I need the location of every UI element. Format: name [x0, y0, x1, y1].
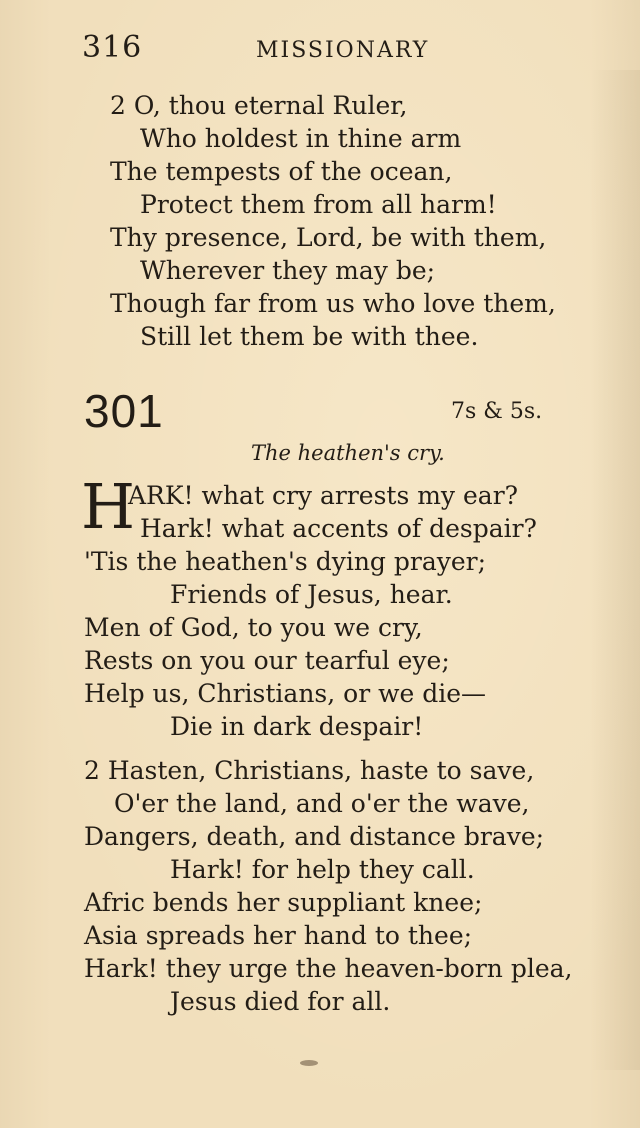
verse-line: Rests on you our tearful eye; — [84, 646, 450, 675]
verse-line: Dangers, death, and distance brave; — [84, 822, 545, 851]
verse-line: Asia spreads her hand to thee; — [84, 921, 473, 950]
verse-line: Men of God, to you we cry, — [84, 613, 423, 642]
verse-line: 2 O, thou eternal Ruler, — [110, 91, 408, 120]
verse-line: Die in dark despair! — [170, 712, 424, 741]
verse-line: Protect them from all harm! — [140, 190, 497, 219]
verse-line: Thy presence, Lord, be with them, — [110, 223, 547, 252]
verse-line: Still let them be with thee. — [140, 322, 479, 351]
verse-line: Though far from us who love them, — [110, 289, 556, 318]
verse-line: Friends of Jesus, hear. — [170, 580, 453, 609]
verse-line: 2 Hasten, Christians, haste to save, — [84, 756, 535, 785]
verse-line: Help us, Christians, or we die— — [84, 679, 487, 708]
verse-line: Who holdest in thine arm — [140, 124, 462, 153]
verse-line: Jesus died for all. — [170, 987, 391, 1016]
verse-line: Wherever they may be; — [140, 256, 436, 285]
verse-line: Hark! they urge the heaven-born plea, — [84, 954, 573, 983]
verse-line: ARK! what cry arrests my ear? — [128, 481, 519, 510]
drop-cap: H — [81, 470, 136, 543]
paper-edge-shadow — [590, 70, 640, 1070]
verse-line: Hark! for help they call. — [170, 855, 475, 884]
verse-line: O'er the land, and o'er the wave, — [114, 789, 530, 818]
page-number: 316 — [82, 30, 143, 65]
hymn-meter: 7s & 5s. — [451, 399, 543, 424]
verse-line: Afric bends her suppliant knee; — [84, 888, 483, 917]
verse-line: The tempests of the ocean, — [110, 157, 453, 186]
hymn-title: The heathen's cry. — [251, 441, 445, 465]
hymn-number: 301 — [84, 385, 164, 437]
verse-line: Hark! what accents of despair? — [140, 514, 537, 543]
ink-smudge — [300, 1060, 318, 1066]
running-head: MISSIONARY — [256, 38, 430, 63]
verse-line: 'Tis the heathen's dying prayer; — [84, 547, 487, 576]
